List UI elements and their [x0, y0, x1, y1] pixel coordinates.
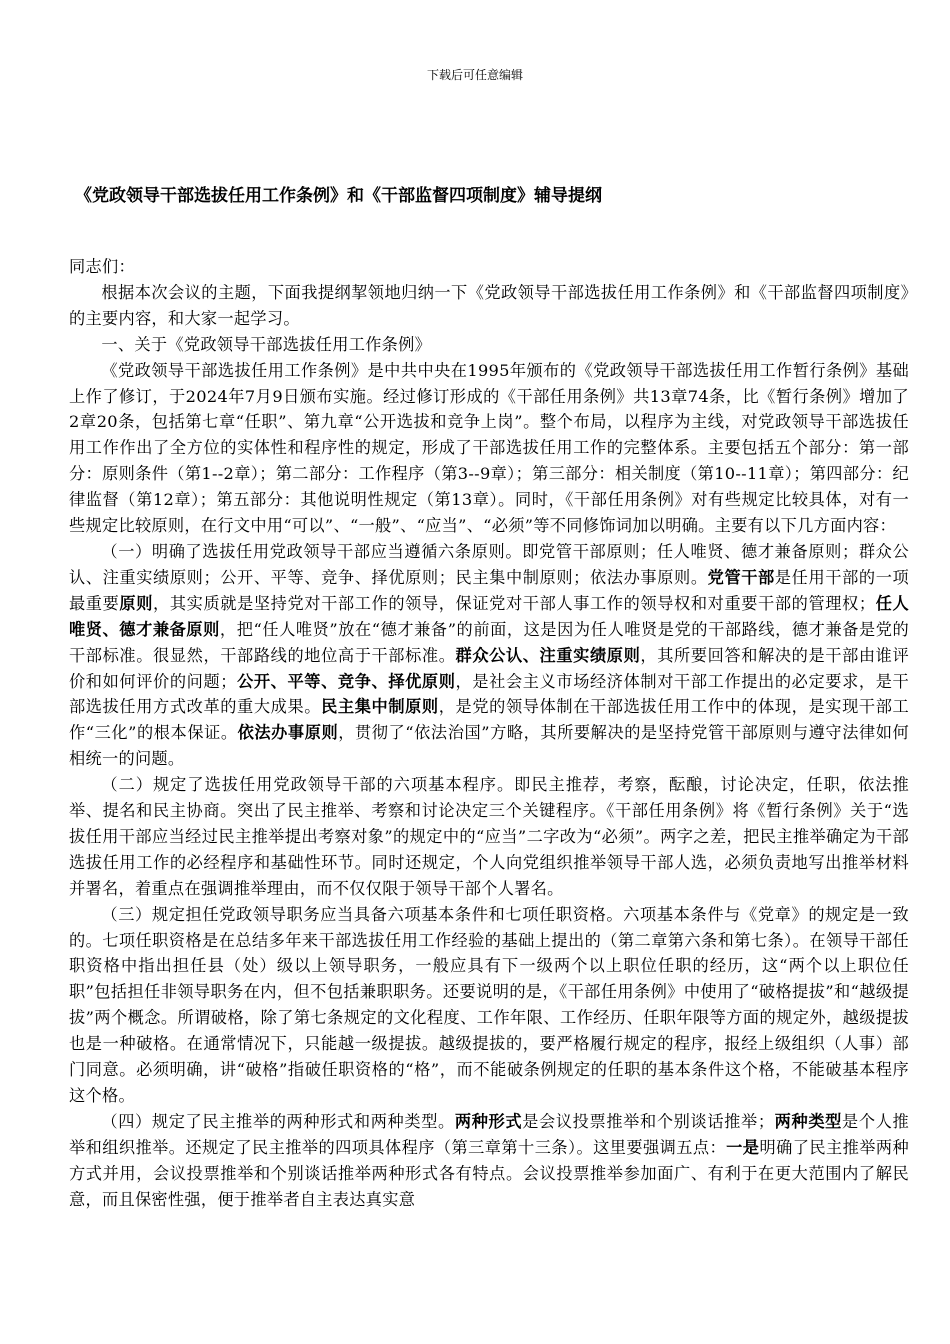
paragraph: [69, 332, 909, 358]
paragraph: [69, 1109, 909, 1213]
paragraph-text: ，是党的领导体制在干部选拔任用工作中的体现，是实现干部工作“三化”的根本保证。: [69, 697, 909, 743]
bold-text: 民主集中制原则: [321, 697, 439, 717]
bold-text: 党管干部: [707, 567, 775, 587]
paragraph-text: ，其所要回答和解决的是干部由谁评价和如何评价的问题；: [69, 645, 909, 691]
paragraph-text: （一）明确了选拔任用党政领导干部应当遵循六条原则。即党管干部原则；任人唯贤、德才兼备原则；群众公认、注重实绩原则；公开、平等、竞争、择优原则；民主集中制原则；依法办事原则。: [69, 541, 909, 587]
paragraph-text: 是会议投票推举和个别谈话推举；: [522, 1111, 775, 1131]
document-title: 《党政领导干部选拔任用工作条例》和《干部监督四项制度》辅导提纲: [75, 186, 602, 206]
bold-text: 两种形式: [454, 1111, 523, 1131]
paragraph-text: ，是社会主义市场经济体制对干部工作提出的必定要求，是干部选拔任用方式改革的重大成果。: [69, 671, 909, 717]
bold-text: 原则: [119, 593, 154, 613]
paragraph-text: 明确了民主推举两种方式并用，会议投票推举和个别谈话推举两种形式各有特点。会议投票推举参加面广、有利于在更大范围内了解民意，而且保密性强，便于推举者自主表达真实意: [69, 1137, 909, 1209]
bold-text: 一是: [726, 1137, 760, 1157]
bold-text: 任人唯贤、德才兼备原则: [69, 593, 909, 639]
paragraph-text: 是任用干部的一项最重要: [69, 567, 910, 613]
paragraph-text: ，其实质就是坚持党对干部工作的领导，保证党对干部人事工作的领导权和对重要干部的管理权；: [153, 593, 876, 613]
bold-text: 群众公认、注重实绩原则: [455, 645, 641, 665]
bold-text: 依法办事原则: [237, 723, 339, 743]
paragraph-text: 是个人推举和组织推举。还规定了民主推举的四项具体程序（第三章第十三条）。这里要强调五点：: [69, 1111, 909, 1157]
page-header: 下载后可任意编辑: [426, 68, 523, 82]
paragraph-text: ，贯彻了“依法治国”方略，其所要解决的是坚持党管干部原则与遵守法律如何相统一的问题。: [69, 723, 909, 769]
paragraph-text: （二）规定了选拔任用党政领导干部的六项基本程序。即民主推荐，考察，酝酿，讨论决定，任职，依法推举、提名和民主协商。突出了民主推举、考察和讨论决定三个关键程序。《干部任用条例》将《暂行条例》关于“选拔任用干部应当经过民主推举提出考察对象”的规定中的“应当”二字改为“必须”。两字之差，把民主推举确定为干部选拔任用工作的必经程序和基础性环节。同时还规定，个人向党组织推举领导干部人选，必须负责地写出推举材料并署名，着重点在强调推举理由，而不仅仅限于领导干部个人署名。: [69, 775, 909, 898]
paragraph-text: （三）规定担任党政领导职务应当具备六项基本条件和七项任职资格。六项基本条件与《党章》的规定是一致的。七项任职资格是在总结多年来干部选拔任用工作经验的基础上提出的（第二章第六条和第七条）。在领导干部任职资格中指出担任县（处）级以上领导职务，一般应具有下一级两个以上职位任职的经历，这“两个以上职位任职”包括担任非领导职务在内，但不包括兼职职务。还要说明的是，《干部任用条例》中使用了“破格提拔”和“越级提拔”两个概念。所谓破格，除了第七条规定的文化程度、工作年限、工作经历、任职年限等方面的规定外，越级提拔也是一种破格。在通常情况下，只能越一级提拔。越级提拔的，要严格履行规定的程序，报经上级组织（人事）部门同意。必须明确，讲“破格”指破任职资格的“格”，而不能破条例规定的任职的基本条件这个格，不能破基本程序这个格。: [69, 904, 909, 1105]
paragraph: [69, 902, 909, 1109]
paragraph: [69, 539, 909, 772]
bold-text: 公开、平等、竞争、择优原则: [236, 671, 456, 691]
paragraph-text: 《党政领导干部选拔任用工作条例》是中共中央在1995年颁布的《党政领导干部选拔任用工作暂行条例》基础上作了修订，于2024年7月9日颁布实施。经过修订形成的《干部任用条例》共13章74条，比《暂行条例》增加了2章20条，包括第七章“任职”、第九章“公开选拔和竞争上岗”。整个布局，以程序为主线，对党政领导干部选拔任用工作作出了全方位的实体性和程序性的规定，形成了干部选拔任用工作的完整体系。主要包括五个部分：第一部分：原则条件（第1--2章）；第二部分：工作程序（第3--9章）；第三部分：相关制度（第10--11章）；第四部分：纪律监督（第12章）；第五部分：其他说明性规定（第13章）。同时，《干部任用条例》对有些规定比较具体，对有一些规定比较原则，在行文中用“可以”、“一般”、“应当”、“必须”等不同修饰词加以明确。主要有以下几方面内容：: [69, 360, 909, 536]
paragraph-text: （四）规定了民主推举的两种形式和两种类型。: [101, 1111, 455, 1131]
document-body: [69, 254, 909, 1213]
bold-text: 两种类型: [774, 1111, 842, 1131]
paragraph-text: 根据本次会议的主题，下面我提纲挈领地归纳一下《党政领导干部选拔任用工作条例》和《干部监督四项制度》的主要内容，和大家一起学习。: [69, 282, 909, 328]
paragraph-text: 一、关于《党政领导干部选拔任用工作条例》: [101, 334, 432, 354]
paragraph: [69, 280, 909, 332]
paragraph-text: ，把“任人唯贤”放在“德才兼备”的前面，这是因为任人唯贤是党的干部路线，德才兼备是党的干部标准。很显然，干部路线的地位高于干部标准。: [69, 619, 910, 665]
salutation: 同志们：: [69, 257, 135, 276]
paragraph-list: [69, 280, 909, 1213]
paragraph: [69, 358, 909, 539]
paragraph: [69, 772, 909, 902]
